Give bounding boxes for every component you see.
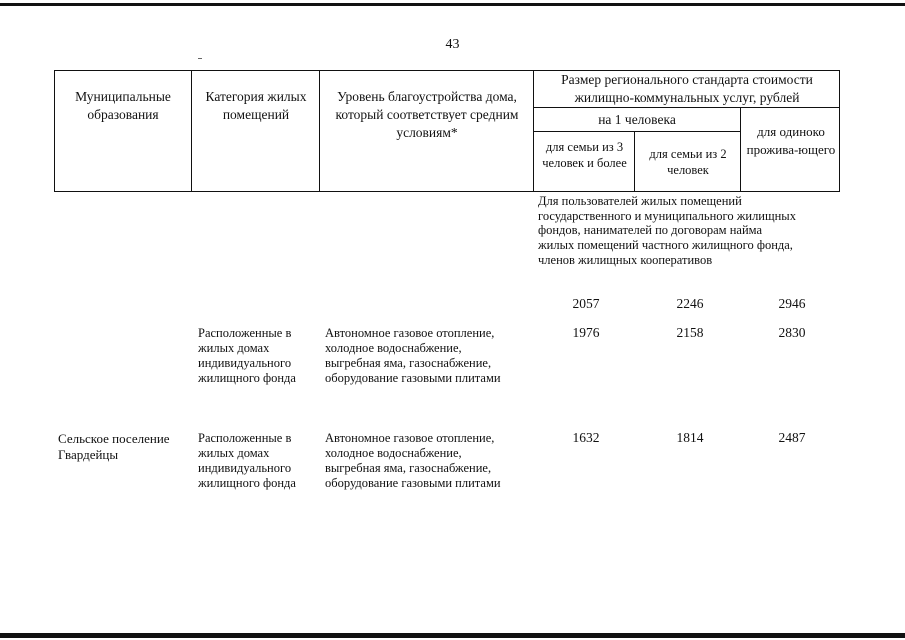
row3-municipality: Сельское поселение Гвардейцы xyxy=(58,431,170,462)
row1-family2: 2246 xyxy=(676,296,704,311)
header-size: Размер регионального стандарта стоимости жилищно-коммунальных услуг, рублей xyxy=(561,72,813,105)
row2-family3: 1976 xyxy=(572,325,600,340)
row3-single: 2487 xyxy=(778,430,806,445)
header-single: для одиноко прожива-ющего xyxy=(746,124,836,157)
row2-family2: 2158 xyxy=(676,325,704,340)
row1-single: 2946 xyxy=(778,296,806,311)
page-number: 43 xyxy=(445,37,460,52)
row3-category: Расположенные в жилых домах индивидуального жилищного фонда xyxy=(198,431,296,490)
bottom-border xyxy=(0,633,905,638)
section-note: Для пользователей жилых помещений государственного и муниципального жилищных фондов, нанимателей по договорам найма жилых помещений частного жилищного фонда, членов жилищных кооперативов xyxy=(538,194,796,267)
header-family3: для семьи из 3 человек и более xyxy=(542,140,627,170)
row3-level: Автономное газовое отопление, холодное водоснабжение, выгребная яма, газоснабжение, оборудование газовыми плитами xyxy=(325,431,501,490)
row1-family3: 2057 xyxy=(572,296,600,311)
top-border xyxy=(0,3,905,6)
row2-level: Автономное газовое отопление, холодное водоснабжение, выгребная яма, газоснабжение, оборудование газовыми плитами xyxy=(325,326,501,385)
row3-family2: 1814 xyxy=(676,430,704,445)
row2-category: Расположенные в жилых домах индивидуального жилищного фонда xyxy=(198,326,296,385)
header-level: Уровень благоустройства дома, который соответствует средним условиям* xyxy=(335,89,519,140)
header-category: Категория жилых помещений xyxy=(205,89,307,122)
row2-single: 2830 xyxy=(778,325,806,340)
header-municipality: Муниципальные образования xyxy=(75,89,171,122)
row3-family3: 1632 xyxy=(572,430,600,445)
header-family2: для семьи из 2 человек xyxy=(649,147,727,177)
header-per-person: на 1 человека xyxy=(598,112,676,127)
table-header xyxy=(54,70,840,192)
scan-mark xyxy=(198,58,202,59)
